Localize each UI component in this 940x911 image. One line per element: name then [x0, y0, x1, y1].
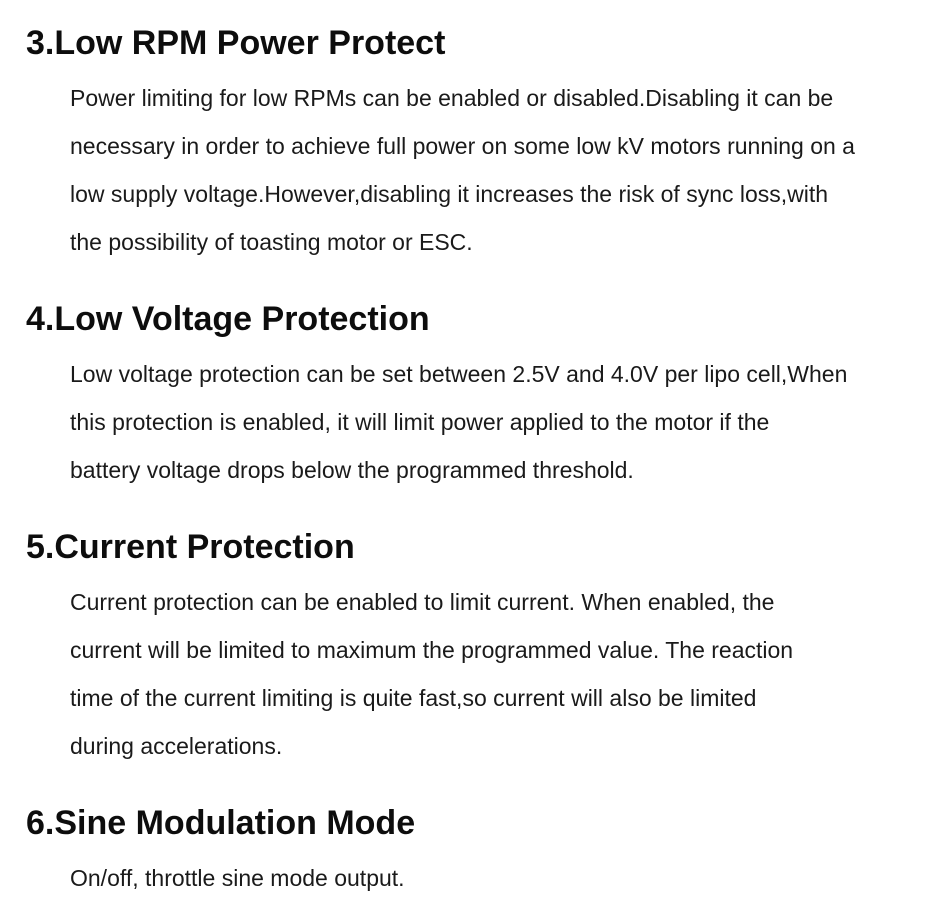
section-heading: 4.Low Voltage Protection [26, 300, 430, 338]
paragraph-line: during accelerations. [70, 733, 283, 759]
paragraph-line: low supply voltage.However,disabling it increases the risk of sync loss,with [70, 181, 829, 207]
paragraph-line: Power limiting for low RPMs can be enabled or disabled.Disabling it can be [70, 85, 834, 111]
paragraph-line: On/off, throttle sine mode output. [70, 865, 405, 891]
paragraph-line: time of the current limiting is quite fast,so current will also be limited [70, 685, 757, 711]
paragraph-line: this protection is enabled, it will limit power applied to the motor if the [70, 409, 770, 435]
section-paragraph [70, 74, 855, 266]
section-paragraph [70, 578, 793, 770]
paragraph-line: the possibility of toasting motor or ESC. [70, 229, 473, 255]
paragraph-line: Low voltage protection can be set between 2.5V and 4.0V per lipo cell,When [70, 361, 848, 387]
section-paragraph [70, 854, 405, 902]
section-heading: 5.Current Protection [26, 528, 355, 566]
paragraph-line: battery voltage drops below the programmed threshold. [70, 457, 634, 483]
paragraph-line: Current protection can be enabled to limit current. When enabled, the [70, 589, 775, 615]
section-heading: 6.Sine Modulation Mode [26, 804, 416, 842]
paragraph-line: necessary in order to achieve full power on some low kV motors running on a [70, 133, 855, 159]
paragraph-line: current will be limited to maximum the programmed value. The reaction [70, 637, 794, 663]
section-heading: 3.Low RPM Power Protect [26, 24, 446, 62]
section-paragraph [70, 350, 847, 494]
